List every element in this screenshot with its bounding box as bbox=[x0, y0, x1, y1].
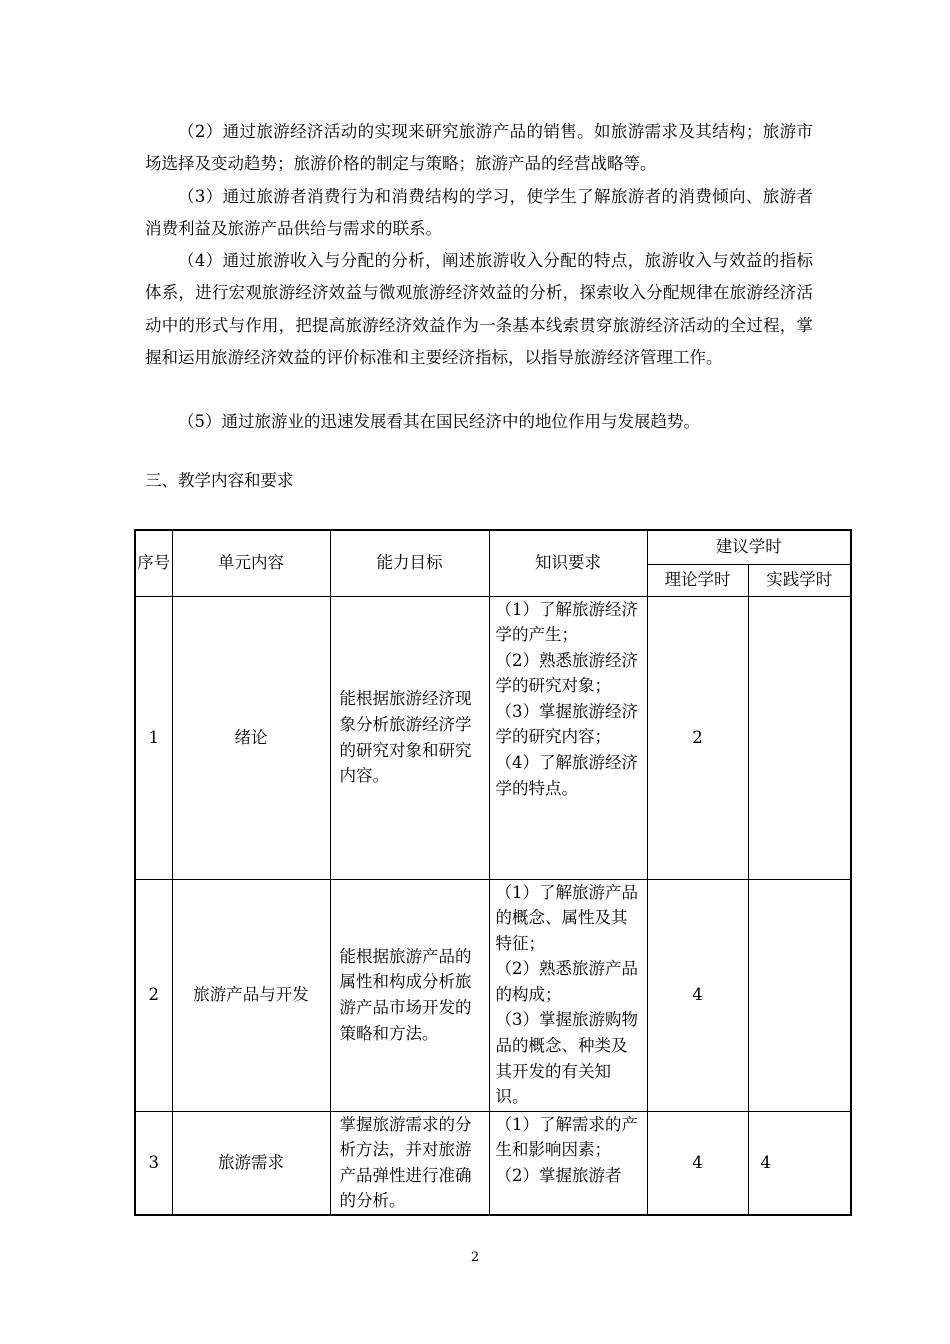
knowledge-item: （4）了解旅游经济学的特点。 bbox=[495, 753, 638, 798]
row-knowledge bbox=[489, 1111, 647, 1215]
paragraph-4: （4）通过旅游收入与分配的分析，阐述旅游收入分配的特点，旅游收入与效益的指标体系，进行宏观旅游经济效益与微观旅游经济效益的分析，探索收入分配规律在旅游经济活动中的形式与作用，把提高旅游经济效益作为一条基本线索贯穿旅游经济活动的全过程，掌握和运用旅游经济效益的评价标准和主要经济指标，以指导旅游经济管理工作。 bbox=[145, 251, 813, 367]
header-knowledge: 知识要求 bbox=[489, 530, 647, 596]
header-unit: 单元内容 bbox=[172, 530, 330, 596]
teaching-content-table bbox=[134, 529, 852, 1216]
paragraph-3: （3）通过旅游者消费行为和消费结构的学习，使学生了解旅游者的消费倾向、旅游者消费利益及旅游产品供给与需求的联系。 bbox=[145, 187, 813, 239]
header-theory: 理论学时 bbox=[647, 564, 748, 596]
knowledge-item: （1）了解需求的产生和影响因素； bbox=[495, 1114, 638, 1160]
section-heading: 三、教学内容和要求 bbox=[145, 471, 294, 490]
knowledge-item: （3）掌握旅游购物品的概念、种类及其开发的有关知识。 bbox=[495, 1010, 638, 1107]
row-practice-hours bbox=[748, 596, 851, 879]
row-knowledge bbox=[489, 596, 647, 879]
header-seq: 序号 bbox=[135, 530, 172, 596]
row-ability: 掌握旅游需求的分析方法，并对旅游产品弹性进行准确的分析。 bbox=[330, 1111, 489, 1215]
header-hours: 建议学时 bbox=[647, 530, 851, 564]
table-row bbox=[135, 1111, 851, 1215]
row-unit: 旅游需求 bbox=[172, 1111, 330, 1215]
table-row bbox=[135, 596, 851, 879]
row-unit: 旅游产品与开发 bbox=[172, 879, 330, 1111]
row-ability: 能根据旅游经济现象分析旅游经济学的研究对象和研究内容。 bbox=[330, 596, 489, 879]
paragraph-2: （2）通过旅游经济活动的实现来研究旅游产品的销售。如旅游需求及其结构；旅游市场选择及变动趋势；旅游价格的制定与策略；旅游产品的经营战略等。 bbox=[145, 122, 813, 174]
knowledge-item: （1）了解旅游产品的概念、属性及其特征； bbox=[495, 882, 638, 953]
row-seq: 1 bbox=[135, 596, 172, 879]
header-practice: 实践学时 bbox=[748, 564, 851, 596]
paragraph-5: （5）通过旅游业的迅速发展看其在国民经济中的地位作用与发展趋势。 bbox=[178, 412, 700, 431]
knowledge-item: （2）掌握旅游者 bbox=[495, 1165, 622, 1185]
row-unit: 绪论 bbox=[172, 596, 330, 879]
knowledge-item: （3）掌握旅游经济学的研究内容； bbox=[495, 701, 638, 747]
table-header-row bbox=[135, 530, 851, 564]
row-theory-hours: 2 bbox=[647, 596, 748, 879]
row-theory-hours: 4 bbox=[647, 1111, 748, 1215]
row-seq: 3 bbox=[135, 1111, 172, 1215]
row-theory-hours: 4 bbox=[647, 879, 748, 1111]
row-ability: 能根据旅游产品的属性和构成分析旅游产品市场开发的策略和方法。 bbox=[330, 879, 489, 1111]
header-ability: 能力目标 bbox=[330, 530, 489, 596]
page-number: 2 bbox=[470, 1250, 480, 1265]
table-row bbox=[135, 879, 851, 1111]
row-practice-hours: 4 bbox=[748, 1111, 851, 1215]
row-seq: 2 bbox=[135, 879, 172, 1111]
knowledge-item: （2）熟悉旅游经济学的研究对象； bbox=[495, 650, 638, 696]
knowledge-item: （1）了解旅游经济学的产生； bbox=[495, 599, 638, 645]
row-knowledge bbox=[489, 879, 647, 1111]
knowledge-item: （2）熟悉旅游产品的构成； bbox=[495, 959, 638, 1004]
row-practice-hours bbox=[748, 879, 851, 1111]
